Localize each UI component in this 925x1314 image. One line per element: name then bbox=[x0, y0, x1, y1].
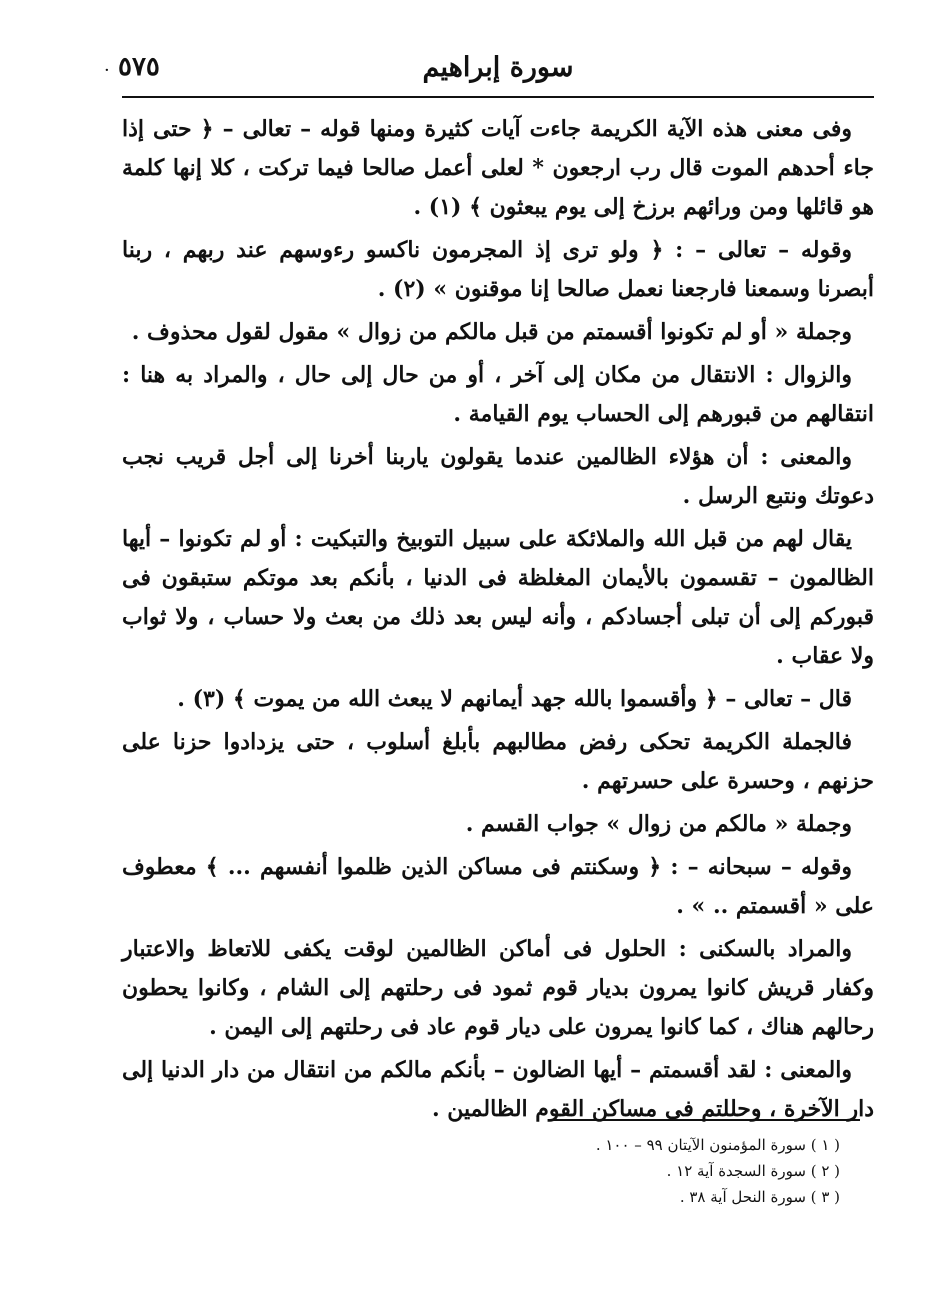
page-number: ٥٧٥ bbox=[118, 52, 160, 82]
header-dot: · bbox=[104, 60, 110, 81]
paragraph: والزوال : الانتقال من مكان إلى آخر ، أو من حال إلى حال ، والمراد به هنا : انتقالهم من قبورهم إلى الحساب يوم القيامة . bbox=[122, 362, 874, 427]
footnote-rule bbox=[548, 1119, 860, 1121]
paragraph: قال – تعالى – ﴿ وأقسموا بالله جهد أيمانهم لا يبعث الله من يموت ﴾ (٣) . bbox=[177, 686, 852, 712]
paragraph: وقوله – سبحانه – : ﴿ وسكنتم فى مساكن الذين ظلموا أنفسهم ... ﴾ معطوف على « أقسمتم .. » . bbox=[122, 854, 874, 919]
footnote: ( ٣ ) سورة النحل آية ٣٨ . bbox=[679, 1188, 840, 1206]
paragraph: وقوله – تعالى – : ﴿ ولو ترى إذ المجرمون ناكسو رءوسهم عند ربهم ، ربنا أبصرنا وسمعنا فارجعنا نعمل صالحا إنا موقنون » (٢) . bbox=[122, 237, 874, 302]
paragraph: فالجملة الكريمة تحكى رفض مطالبهم بأبلغ أسلوب ، حتى يزدادوا حزنا على حزنهم ، وحسرة على حسرتهم . bbox=[122, 729, 874, 794]
paragraph: والمراد بالسكنى : الحلول فى أماكن الظالمين لوقت يكفى للاتعاظ والاعتبار وكفار قريش كانوا يمرون بديار قوم ثمود فى رحلتهم إلى الشام ، وكانوا يحطون رحالهم هناك ، كما كانوا يمرون على ديار قوم عاد فى رحلتهم إلى اليمن . bbox=[122, 936, 874, 1040]
running-head-title: سورة إبراهيم bbox=[422, 52, 574, 83]
footnotes bbox=[540, 1132, 840, 1210]
footnote: ( ٢ ) سورة السجدة آية ١٢ . bbox=[666, 1162, 840, 1180]
paragraph: والمعنى : أن هؤلاء الظالمين عندما يقولون ياربنا أخرنا إلى أجل قريب نجب دعوتك ونتبع الرسل . bbox=[122, 444, 874, 509]
main-text bbox=[122, 110, 874, 1133]
paragraph: يقال لهم من قبل الله والملائكة على سبيل التوبيخ والتبكيت : أو لم تكونوا – أيها الظالمون – تقسمون بالأيمان المغلظة فى الدنيا ، بأنكم بعد موتكم ستبقون فى قبوركم إلى أن تبلى أجسادكم ، وأنه ليس بعد ذلك من بعث ولا حساب ، ولا ثواب ولا عقاب . bbox=[122, 526, 874, 669]
paragraph: وجملة « مالكم من زوال » جواب القسم . bbox=[465, 811, 852, 837]
page-header bbox=[104, 52, 878, 102]
header-rule bbox=[122, 96, 874, 98]
paragraph: وجملة « أو لم تكونوا أقسمتم من قبل مالكم من زوال » مقول لقول محذوف . bbox=[131, 319, 852, 345]
paragraph: وفى معنى هذه الآية الكريمة جاءت آيات كثيرة ومنها قوله – تعالى – ﴿ حتى إذا جاء أحدهم الموت قال رب ارجعون * لعلى أعمل صالحا فيما تركت ، كلا إنها كلمة هو قائلها ومن ورائهم برزخ إلى يوم يبعثون ﴾ (١) . bbox=[122, 116, 874, 220]
paragraph: والمعنى : لقد أقسمتم – أيها الضالون – بأنكم مالكم من انتقال من دار الدنيا إلى دار الآخرة ، وحللتم فى مساكن القوم الظالمين . bbox=[122, 1057, 874, 1122]
footnote: ( ١ ) سورة المؤمنون الآيتان ٩٩ – ١٠٠ . bbox=[595, 1136, 840, 1154]
